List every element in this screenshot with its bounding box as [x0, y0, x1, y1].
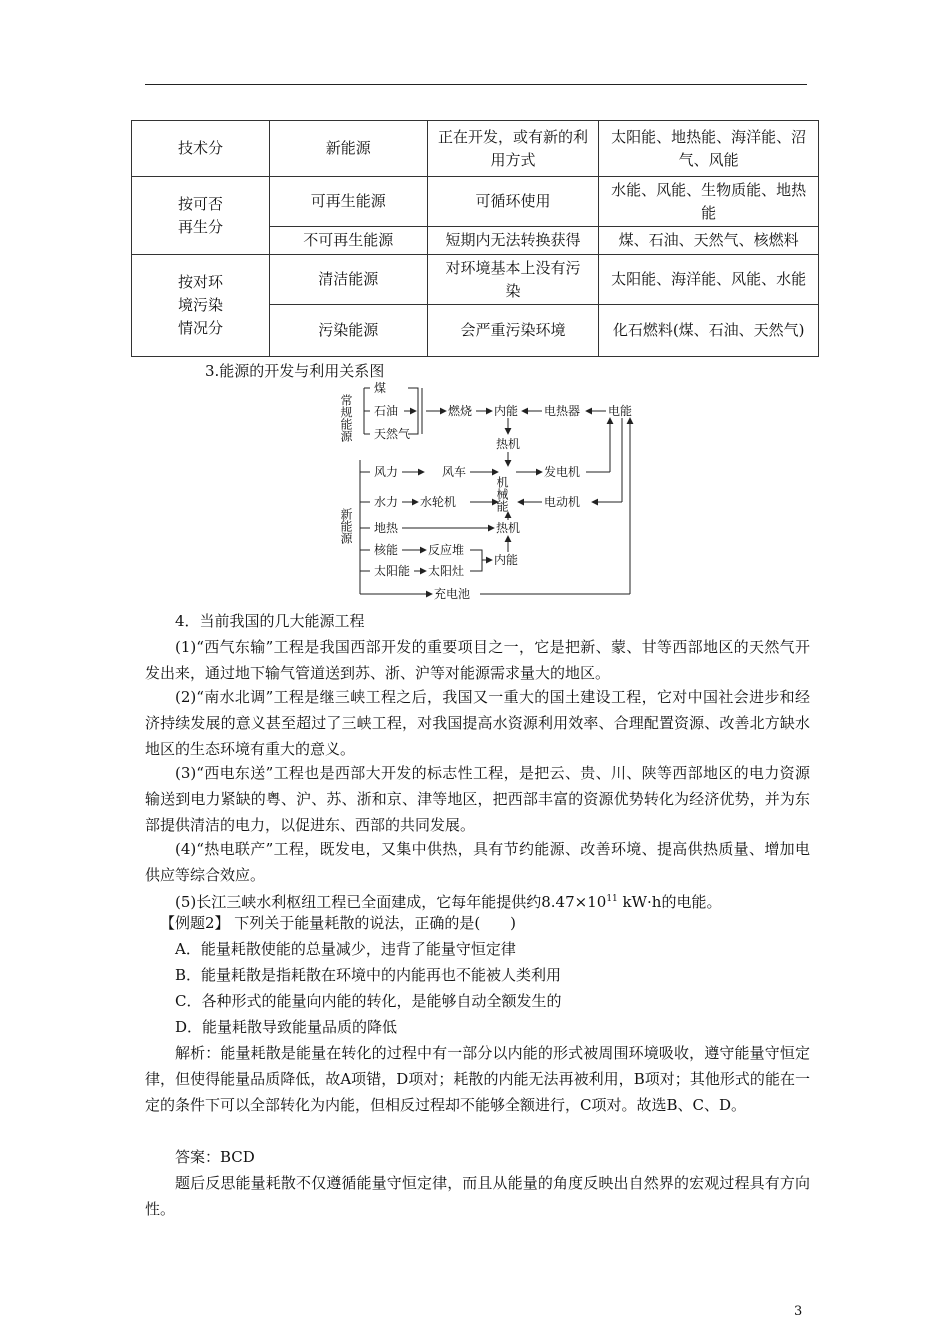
diagram-title: 3.能源的开发与利用关系图: [205, 362, 385, 380]
option-a: A．能量耗散使能的总量减少，违背了能量守恒定律: [175, 940, 516, 958]
node-water: 水力: [374, 495, 399, 509]
table-cell-description: 对环境基本上没有污染: [427, 255, 599, 305]
table-cell-description: 可循环使用: [427, 177, 599, 227]
exponent: 11: [606, 894, 618, 904]
table-row: [132, 255, 819, 305]
table-cell-name: 清洁能源: [269, 255, 427, 305]
table-cell-examples: 水能、风能、生物质能、地热能: [599, 177, 819, 227]
project-item-5-text: (5)长江三峡水利枢纽工程已全面建成，它每年能提供约8.47×10: [175, 893, 607, 911]
node-heat-engine-2: 热机: [496, 521, 521, 535]
node-heat-engine: 热机: [496, 437, 521, 451]
node-oil: 石油: [374, 404, 399, 418]
new-energy-label: 新能源: [339, 508, 353, 544]
table-cell-name: 可再生能源: [269, 177, 427, 227]
analysis-text: 解析：能量耗散是能量在转化的过程中有一部分以内能的形式被周围环境吸收，遵守能量守恒定律，但使得能量品质降低，故A项错，D项对；耗散的内能无法再被利用，B项对；其他形式的能在一定的条件下可以全部转化为内能，但相反过程却不能够全额进行，C项对。故选B、C、D。: [145, 1044, 810, 1114]
node-electric-heater: 电热器: [544, 404, 581, 418]
table-cell-category: 按可否再生分: [132, 177, 270, 255]
node-coal: 煤: [374, 381, 387, 395]
node-burn: 燃烧: [448, 404, 473, 418]
node-rechargeable-battery: 充电池: [434, 587, 471, 601]
answer-text: 答案：BCD: [175, 1148, 255, 1166]
table-cell-description: 短期内无法转换获得: [427, 227, 599, 255]
table-cell-name: 新能源: [269, 121, 427, 177]
node-generator: 发电机: [544, 465, 581, 479]
option-d: D．能量耗散导致能量品质的降低: [175, 1018, 398, 1036]
node-nuclear: 核能: [374, 543, 399, 557]
project-item-4: (4)“热电联产”工程，既发电，又集中供热，具有节约能源、改善环境、提高供热质量、增加电供应等综合效应。: [145, 840, 810, 884]
node-geothermal: 地热: [374, 521, 399, 535]
table-cell-name: 污染能源: [269, 305, 427, 357]
table-row: [132, 121, 819, 177]
project-item-1: (1)“西气东输”工程是我国西部开发的重要项目之一，它是把新、蒙、甘等西部地区的天然气开发出来，通过地下输气管道送到苏、浙、沪等对能源需求量大的地区。: [145, 638, 810, 682]
project-item-5-unit: kW·h的电能。: [617, 893, 722, 911]
table-cell-name: 不可再生能源: [269, 227, 427, 255]
table-cell-examples: 太阳能、海洋能、风能、水能: [599, 255, 819, 305]
node-electric-energy: 电能: [608, 404, 633, 418]
node-wind: 风力: [374, 465, 399, 479]
node-gas: 天然气: [374, 427, 411, 441]
reflection-text: 题后反思能量耗散不仅遵循能量守恒定律，而且从能量的角度反映出自然界的宏观过程具有方向性。: [145, 1174, 810, 1218]
node-water-turbine: 水轮机: [420, 495, 457, 509]
node-solar: 太阳能: [374, 564, 411, 578]
table-cell-description: 会严重污染环境: [427, 305, 599, 357]
page-number: 3: [794, 1304, 803, 1319]
header-rule: [145, 84, 807, 85]
table-cell-examples: 煤、石油、天然气、核燃料: [599, 227, 819, 255]
table-cell-examples: 太阳能、地热能、海洋能、沼气、风能: [599, 121, 819, 177]
node-mechanical-energy: 机械能: [495, 476, 509, 512]
node-internal-energy: 内能: [494, 404, 519, 418]
option-c: C．各种形式的能量向内能的转化，是能够自动全额发生的: [175, 992, 562, 1010]
energy-relationship-diagram: [330, 378, 640, 606]
table-cell-examples: 化石燃料(煤、石油、天然气): [599, 305, 819, 357]
example-stem: 【例题2】 下列关于能量耗散的说法，正确的是( ): [160, 914, 517, 932]
table-cell-category: 技术分: [132, 121, 270, 177]
node-solar-stove: 太阳灶: [428, 564, 465, 578]
node-electric-motor: 电动机: [544, 495, 581, 509]
project-item-2: (2)“南水北调”工程是继三峡工程之后，我国又一重大的国土建设工程，它对中国社会进步和经济持续发展的意义甚至超过了三峡工程，对我国提高水资源利用效率、合理配置资源、改善北方缺水地区的生态环境有重大的意义。: [145, 688, 810, 758]
conventional-energy-label: 常规能源: [339, 394, 353, 442]
table-cell-category: 按对环境污染情况分: [132, 255, 270, 357]
section-heading: 4．当前我国的几大能源工程: [175, 612, 365, 630]
energy-classification-table: [131, 120, 819, 357]
project-item-3: (3)“西电东送”工程也是西部大开发的标志性工程，是把云、贵、川、陕等西部地区的电力资源输送到电力紧缺的粤、沪、苏、浙和京、津等地区，把西部丰富的资源优势转化为经济优势，并为东部提供清洁的电力，以促进东、西部的共同发展。: [145, 764, 810, 834]
node-internal-energy-2: 内能: [494, 553, 519, 567]
option-b: B．能量耗散是指耗散在环境中的内能再也不能被人类利用: [175, 966, 562, 984]
node-reactor: 反应堆: [428, 543, 465, 557]
table-row: [132, 177, 819, 227]
table-cell-description: 正在开发，或有新的利用方式: [427, 121, 599, 177]
node-windmill: 风车: [442, 465, 467, 479]
